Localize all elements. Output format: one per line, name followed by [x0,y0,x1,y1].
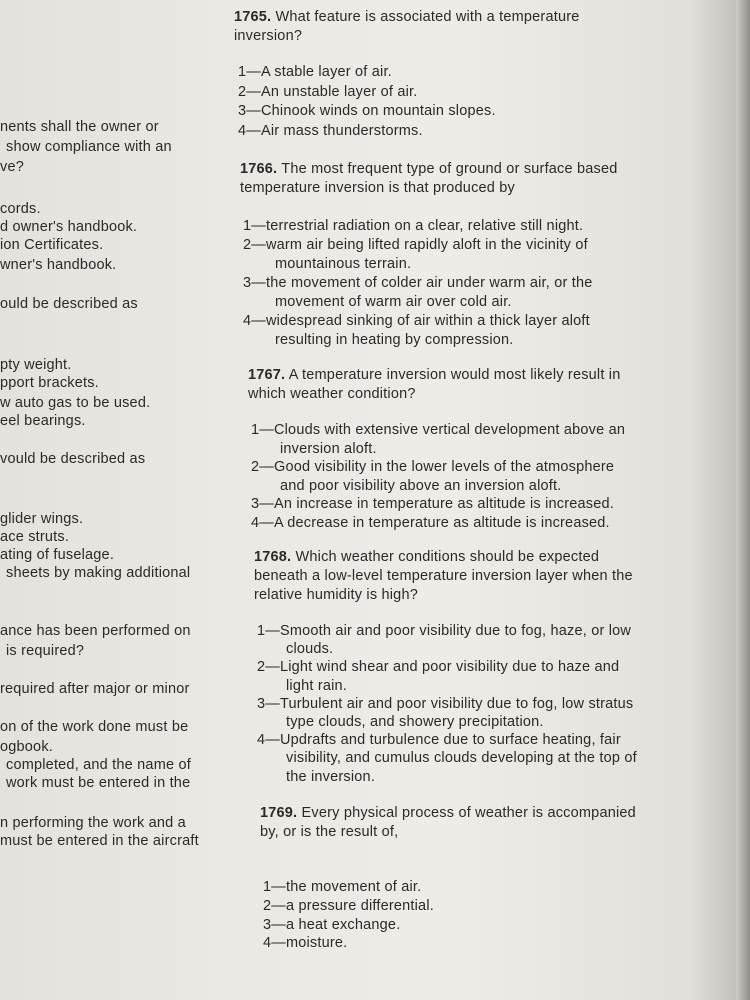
left-column-line: pty weight. [0,357,72,373]
left-column-line: ance has been performed on [0,623,191,639]
question-text: Every physical process of weather is accompanied [301,805,636,821]
answer-option-1: 1—Smooth air and poor visibility due to fog, haze, or low [257,623,632,639]
question-stem-line [260,804,750,823]
question-text: What feature is associated with a temperature [275,9,580,25]
answer-option-3: 3—An increase in temperature as altitude is increased. [251,496,615,513]
answer-option-2-continued: light rain. [286,677,348,694]
question-number: 1769. [260,805,298,821]
question-stem-line [248,385,750,404]
question-text: A temperature inversion would most likely result in [288,367,621,383]
left-column-line: completed, and the name of [6,757,191,773]
left-column-line: must be entered in the aircraft [0,833,199,849]
left-column-line: ould be described as [0,296,138,312]
question-stem-line [260,823,750,842]
left-column-line: eel bearings. [0,413,86,429]
left-column-line: ogbook. [0,739,53,755]
answer-option-4: 4—Air mass thunderstorms. [238,122,423,139]
question-stem-line [234,27,750,46]
answer-option-4: 4—widespread sinking of air within a thick layer aloft [243,313,590,329]
question-text: which weather condition? [248,386,416,402]
answer-option-4-continued: resulting in heating by compression. [275,332,514,348]
left-column-line: is required? [6,643,85,659]
answer-option-1-continued: inversion aloft. [280,440,377,457]
answer-option-1: 1—terrestrial radiation on a clear, relative still night. [243,218,584,234]
question-1-stem [240,160,750,198]
question-4-stem [260,804,750,842]
answer-option-2: 2—Good visibility in the lower levels of the atmosphere [251,459,615,476]
question-text: by, or is the result of, [260,824,399,840]
left-column-line: ating of fuselage. [0,547,115,563]
answer-option-2-continued: and poor visibility above an inversion aloft. [280,477,562,494]
question-stem-line [254,586,750,605]
answer-option-4: 4—A decrease in temperature as altitude is increased. [251,515,610,531]
left-column-line: ion Certificates. [0,237,104,253]
question-text: relative humidity is high? [254,587,418,603]
question-stem-line [254,548,750,567]
left-column-line: w auto gas to be used. [0,395,151,411]
question-text: beneath a low-level temperature inversion layer when the [254,568,633,584]
question-number: 1765. [234,9,272,25]
question-number: 1767. [248,367,286,383]
left-column-line: on of the work done must be [0,719,189,735]
left-column-line: ve? [0,159,24,175]
answer-option-3: 3—the movement of colder air under warm air, or the [243,275,593,291]
answer-option-2: 2—a pressure differential. [263,897,434,914]
question-stem-line [240,179,750,198]
question-stem-line [254,567,750,586]
question-text: The most frequent type of ground or surface based [281,161,618,177]
left-column-line: ace struts. [0,529,70,545]
left-column-line: pport brackets. [0,375,99,391]
question-stem-line [240,160,750,179]
answer-option-3: 3—Turbulent air and poor visibility due to fog, low stratus [257,695,634,712]
page-edge-shadow [736,0,750,1000]
answer-option-3-continued: movement of warm air over cold air. [275,294,512,310]
answer-option-3: 3—Chinook winds on mountain slopes. [238,103,496,119]
question-number: 1766. [240,161,278,177]
question-text: inversion? [234,28,303,44]
left-column-line: n performing the work and a [0,815,186,831]
answer-option-1: 1—the movement of air. [263,879,422,895]
answer-option-3-continued: type clouds, and showery precipitation. [286,714,544,730]
answer-option-4: 4—moisture. [263,935,348,952]
left-column-line: wner's handbook. [0,257,117,273]
left-column-line: work must be entered in the [6,775,191,791]
answer-option-2: 2—warm air being lifted rapidly aloft in the vicinity of [243,237,588,253]
left-column-line: nents shall the owner or [0,119,159,135]
question-3-stem [254,548,750,605]
question-stem-line [234,8,750,27]
question-number: 1768. [254,549,292,565]
left-column-line: show compliance with an [6,139,172,155]
question-stem-line [248,366,750,385]
answer-option-4: 4—Updrafts and turbulence due to surface heating, fair [257,732,621,749]
answer-option-2: 2—Light wind shear and poor visibility due to haze and [257,659,620,676]
question-2-stem [248,366,750,404]
left-column-line: required after major or minor [0,681,190,697]
left-column-line: vould be described as [0,451,146,467]
answer-option-4-continued: the inversion. [286,768,376,785]
question-0-stem [234,8,750,46]
answer-option-1: 1—A stable layer of air. [238,64,392,80]
answer-option-3: 3—a heat exchange. [263,916,401,933]
left-column-line: sheets by making additional [6,565,191,581]
answer-option-2-continued: mountainous terrain. [275,256,412,272]
answer-option-1-continued: clouds. [286,641,334,658]
question-text: Which weather conditions should be expected [295,549,600,565]
answer-option-4-continued: visibility, and cumulus clouds developing at the top of [286,750,637,767]
left-column-line: d owner's handbook. [0,219,138,235]
left-column-line: cords. [0,201,41,217]
answer-option-1: 1—Clouds with extensive vertical development above an [251,422,626,438]
left-column-line: glider wings. [0,511,84,527]
answer-option-2: 2—An unstable layer of air. [238,83,418,100]
question-text: temperature inversion is that produced by [240,180,515,196]
